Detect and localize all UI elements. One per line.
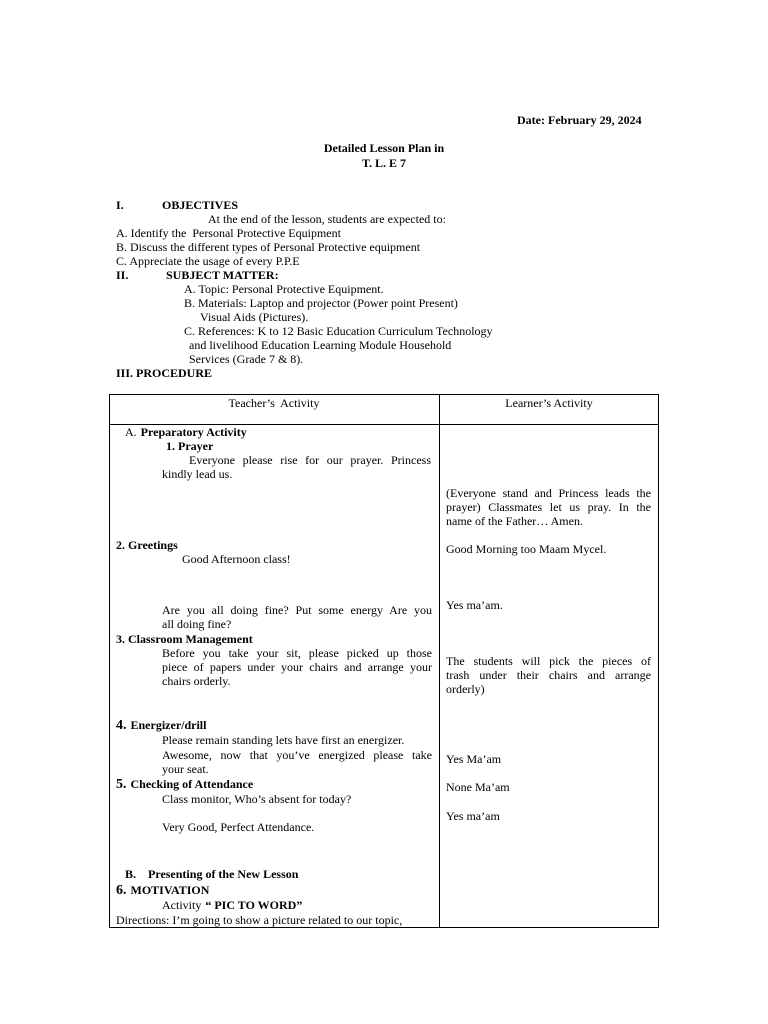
management-line: Before you take your sit, please picked up those xyxy=(162,646,432,660)
classroom-management-heading: 3. Classroom Management xyxy=(116,632,253,646)
prayer-response-line: prayer) Classmates let us pray. In the xyxy=(446,500,651,514)
attendance-response: None Ma’am xyxy=(446,780,510,794)
question-response: Yes ma’am. xyxy=(446,598,503,612)
prayer-response-line: name of the Father… Amen. xyxy=(446,514,583,528)
section-numeral: I. xyxy=(116,198,124,212)
item-title: Checking of Attendance xyxy=(130,777,254,791)
question-line: all doing fine? xyxy=(162,617,232,631)
activity-name: “ PIC TO WORD” xyxy=(205,898,303,912)
remark-response: Yes ma’am xyxy=(446,809,500,823)
prayer-line: Everyone please rise for our prayer. Princess xyxy=(189,453,431,467)
energizer-line: Please remain standing lets have first an energizer. xyxy=(162,733,405,747)
motivation-heading xyxy=(116,883,209,898)
section-heading: SUBJECT MATTER: xyxy=(166,268,279,282)
document-title: Detailed Lesson Plan in xyxy=(323,141,445,155)
attendance-heading xyxy=(116,777,253,792)
section-heading: OBJECTIVES xyxy=(162,198,239,212)
references-line: and livelihood Education Learning Module Household xyxy=(189,338,452,352)
references-line: Services (Grade 7 & 8). xyxy=(189,352,304,366)
management-line: piece of papers under your chairs and arrange your xyxy=(162,660,432,674)
item-title: MOTIVATION xyxy=(130,883,210,897)
energizer-response: Yes Ma’am xyxy=(446,752,502,766)
document-subject: T. L. E 7 xyxy=(361,156,407,170)
table-header-teacher: Teacher’s Activity xyxy=(228,396,320,410)
directions-line: Directions: I’m going to show a picture related to our topic, xyxy=(116,913,403,927)
attendance-question: Class monitor, Who’s absent for today? xyxy=(162,792,352,806)
prayer-heading: 1. Prayer xyxy=(166,439,214,453)
item-number: 4. xyxy=(116,718,127,733)
greetings-heading: 2. Greetings xyxy=(116,538,178,552)
objective-item: B. Discuss the different types of Personal Protective equipment xyxy=(116,240,421,254)
section-numeral: II. xyxy=(116,268,129,282)
management-line: chairs orderly. xyxy=(162,674,231,688)
references-line: C. References: K to 12 Basic Education Curriculum Technology xyxy=(184,324,493,338)
energizer-line: Awesome, now that you’ve energized please take xyxy=(162,748,432,762)
table-header-learner: Learner’s Activity xyxy=(505,396,593,410)
column-divider xyxy=(439,394,440,928)
prayer-line: kindly lead us. xyxy=(162,467,233,481)
preparatory-activity-heading xyxy=(125,425,247,439)
activity-label: Activity xyxy=(162,898,202,912)
materials-line: Visual Aids (Pictures). xyxy=(200,310,309,324)
objective-item: C. Appreciate the usage of every P.P.E xyxy=(116,254,300,268)
management-response-line: trash under their chairs and arrange xyxy=(446,668,651,682)
materials-line: B. Materials: Laptop and projector (Power point Present) xyxy=(184,296,458,310)
greeting-response: Good Morning too Maam Mycel. xyxy=(446,542,607,556)
question-line: Are you all doing fine? Put some energy Are you xyxy=(162,603,432,617)
prayer-response-line: (Everyone stand and Princess leads the xyxy=(446,486,651,500)
objectives-intro: At the end of the lesson, students are expected to: xyxy=(208,212,446,226)
management-response-line: orderly) xyxy=(446,682,485,696)
greeting-line: Good Afternoon class! xyxy=(182,552,291,566)
activity-line xyxy=(162,898,302,912)
management-response-line: The students will pick the pieces of xyxy=(446,654,651,668)
topic-line: A. Topic: Personal Protective Equipment. xyxy=(184,282,384,296)
plan-date: Date: February 29, 2024 xyxy=(517,113,642,127)
item-title: Energizer/drill xyxy=(130,718,207,732)
item-number: 6. xyxy=(116,883,127,898)
item-title: Preparatory Activity xyxy=(140,425,247,439)
new-lesson-letter: B. xyxy=(125,867,137,881)
energizer-line: your seat. xyxy=(162,762,209,776)
section-heading: III. PROCEDURE xyxy=(116,366,213,380)
new-lesson-title: Presenting of the New Lesson xyxy=(148,867,299,881)
attendance-remark: Very Good, Perfect Attendance. xyxy=(162,820,315,834)
item-number: 5. xyxy=(116,777,127,792)
energizer-heading xyxy=(116,718,206,733)
objective-item: A. Identify the Personal Protective Equipment xyxy=(116,226,341,240)
item-letter: A. xyxy=(125,425,137,439)
